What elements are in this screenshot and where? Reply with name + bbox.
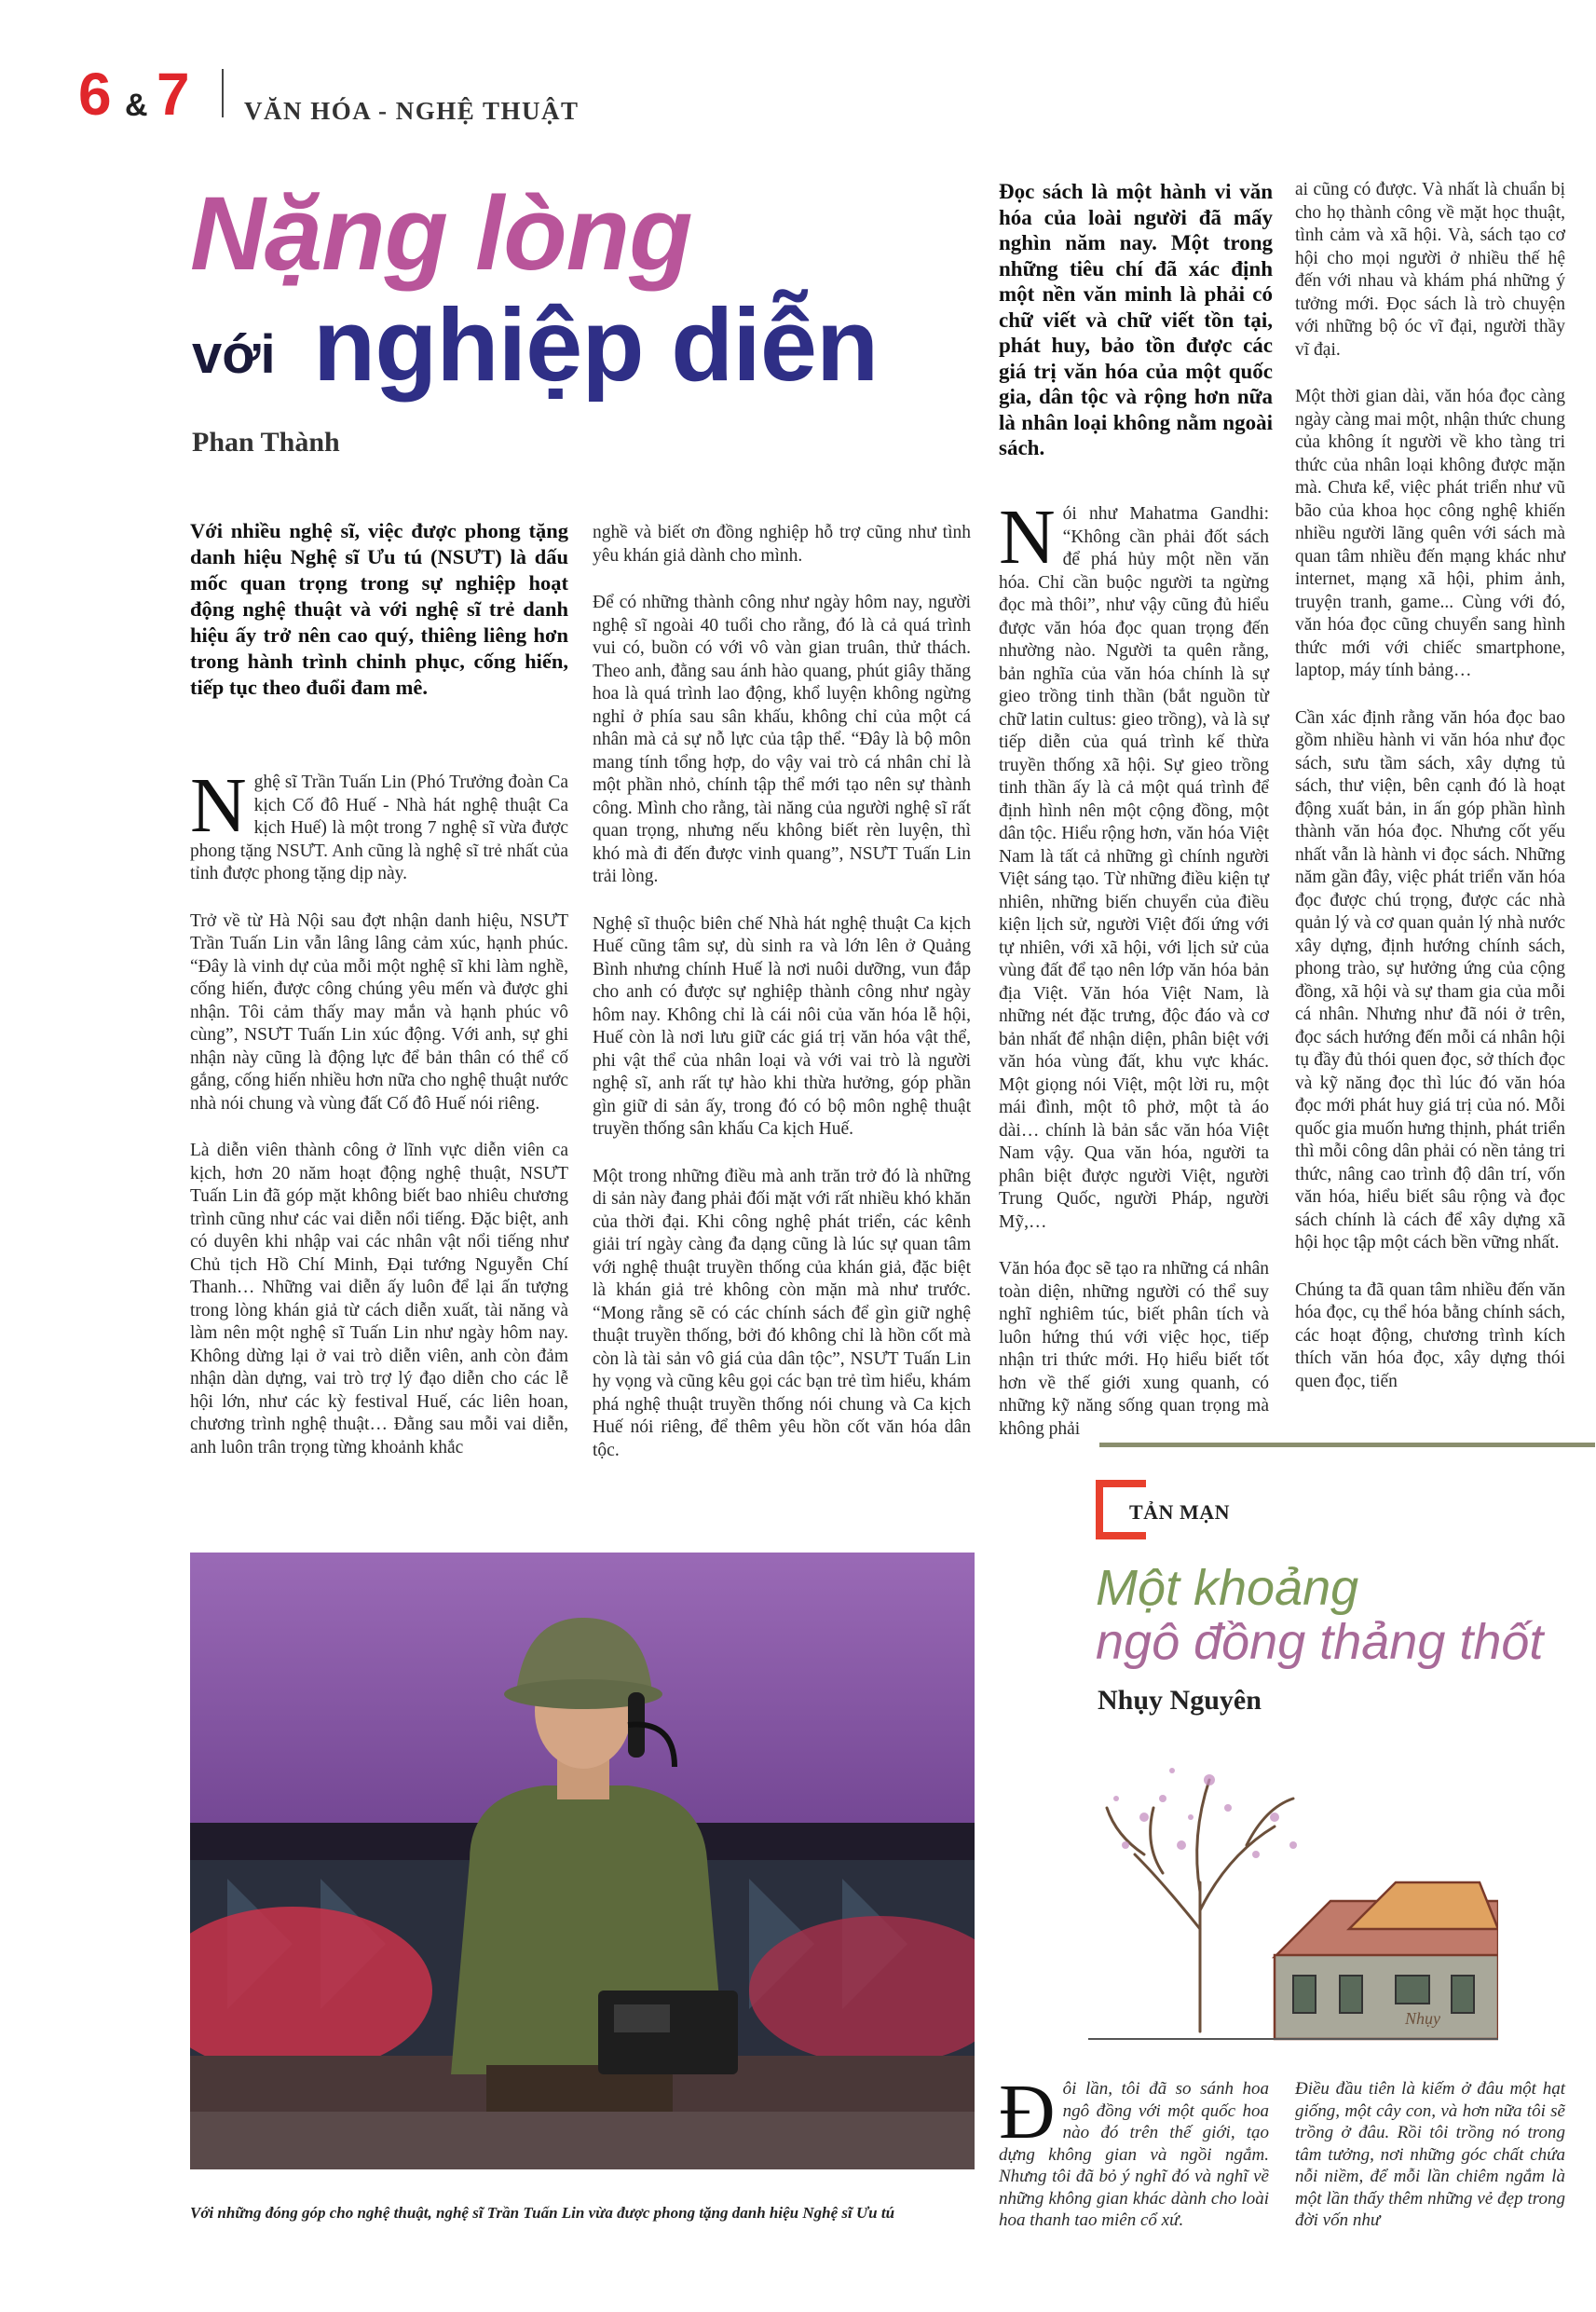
article3-column1 [999, 2069, 1269, 2232]
paragraph: Để có những thành công như ngày hôm nay, người nghệ sĩ ngoài 40 tuổi cho rằng, đó là cả quá trình vui có, buồn có với vô vàn gian truân, thử thách. Theo anh, đằng sau ánh hào quang, phút giây thăng hoa là quá trình lao động, khổ luyện không ngừng nghỉ ở phía sau sân khấu, không chỉ của một cá nhân mà cả sự nỗ lực của tập thể. “Đây là bộ môn mang tính tổng hợp, do vậy vai trò cá nhân chỉ là một phần nhỏ, chính tập thể mới tạo nên sự thành công. Mình cho rằng, tài năng của người nghệ sĩ rất quan trọng, nhưng nếu không biết rèn luyện, thì khó mà đi đến được vinh quang”, NSƯT Tuấn Lin trải lòng. [593, 593, 971, 886]
article-title-line1: Nặng lòng [190, 175, 692, 292]
paragraph: Điều đầu tiên là kiếm ở đâu một hạt giống, một cây con, và hơn nữa tôi sẽ trồng ở đâu. Rồi tôi trồng nó trong tâm tưởng, nơi những góc chất chứa nỗi niềm, để mỗi lần chiêm ngắm là một lần thấy thêm những vẻ đẹp trong đời vốn như [1295, 2079, 1565, 2230]
paragraph: ghệ sĩ Trần Tuấn Lin (Phó Trưởng đoàn Ca kịch Cố đô Huế - Nhà hát nghệ thuật Ca kịch Huế) là một trong 7 nghệ sĩ vừa được phong tặng NSƯT. Anh cũng là nghệ sĩ trẻ nhất của tỉnh được phong tặng dịp này. [190, 773, 568, 883]
paragraph: Một thời gian dài, văn hóa đọc càng ngày càng mai một, nhận thức chung của không ít người về kho tàng tri thức của nhân loại không được mặn mà. Chưa kể, việc phát triển như vũ bão của khoa học công nghệ khiến nhiều người lãng quên với sách mà quan tâm nhiều đến mạng khác như internet, mạng xã hội, phim ảnh, truyện tranh, game... Cùng với đó, văn hóa đọc cũng chuyển sang hình thức mới với chiếc smartphone, laptop, máy tính bảng… [1295, 387, 1565, 680]
page-number-right: 7 [157, 61, 190, 128]
section-title: VĂN HÓA - NGHỆ THUẬT [244, 97, 580, 125]
article-photo [190, 1553, 975, 2169]
page-number-amp: & [125, 88, 148, 123]
paragraph: ói như Mahatma Gandhi: “Không cần phải đốt sách để phá hủy một nền văn hóa. Chỉ cần buộc người ta ngừng đọc mà thôi”, như vậy cũng đủ hiểu được văn hóa đọc quan trọng đến nhường nào. Người ta quên rằng, bản nghĩa của văn hóa chính là sự gieo trồng tinh thần (bắt nguồn từ chữ latin cultus: gieo trồng), và là sự tiếp diễn của quá trình kế thừa truyền thống xã hội. Sự gieo trồng tinh thần ấy là cả một quá trình để định hình nên một cộng đồng, một dân tộc. Hiểu rộng hơn, văn hóa Việt Nam là tất cả những gì chính người Việt sáng tạo. Từ những điều kiện tự nhiên, những biến chuyển của điều kiện lịch sử, người Việt đối ứng với tự nhiên, với xã hội, với lịch sử của vùng đất để tạo nên lớp văn hóa bản địa Việt. Văn hóa Việt Nam, là những nét đặc trưng, độc đáo và cơ bản nhất để nhận diện, phân biệt với văn hóa vùng đất, khu vực khác. Một giọng nói Việt, một lời ru, một mái đình, một tô phở, một tà áo dài… chính là bản sắc văn hóa Việt Nam vậy. Qua văn hóa, người ta phân biệt được người Việt, người Trung Quốc, người Pháp, người Mỹ,… [999, 504, 1269, 1232]
article3-author: Nhụy Nguyên [1098, 1685, 1262, 1716]
paragraph: ôi lần, tôi đã so sánh hoa ngô đồng với một quốc hoa nào đó trên thế giới, tạo dựng không gian và ngồi ngắm. Nhưng tôi đã bỏ ý nghĩ đó và nghĩ về những không gian khác dành cho loài hoa thanh tao miên cổ xứ. [999, 2079, 1269, 2230]
paragraph: Một trong những điều mà anh trăn trở đó là những di sản này đang phải đối mặt với rất nhiều khó khăn của thời đại. Khi công nghệ phát triển, các kênh giải trí ngày càng đa dạng cũng là lúc sự quan tâm với nghệ thuật truyền thống của khán giả, đặc biệt là khán giả trẻ không còn mặn mà như trước. “Mong rằng sẽ có các chính sách để gìn giữ nghệ thuật truyền thống, bởi đó không chỉ là hồn cốt mà còn là tài sản vô giá của dân tộc”, NSƯT Tuấn Lin hy vọng và cũng kêu gọi các bạn trẻ tìm hiểu, khám phá nghệ thuật truyền thống nói chung và Ca kịch Huế nói riêng, để thêm yêu hồn cốt văn hóa dân tộc. [593, 1166, 971, 1460]
paragraph: Là diễn viên thành công ở lĩnh vực diễn viên ca kịch, hơn 20 năm hoạt động nghệ thuật, NSƯT Tuấn Lin đã góp mặt không biết bao nhiêu chương trình cũng như các vai diễn nổi tiếng. Đặc biệt, anh có duyên khi nhập vai các nhân vật nổi tiếng như Chủ tịch Hồ Chí Minh, Đại tướng Nguyễn Chí Thanh… Những vai diễn ấy luôn để lại ấn tượng trong lòng khán giả từ cách diễn xuất, tài năng và làm nên một nghệ sĩ Tuấn Lin như ngày hôm nay. Không dừng lại ở vai trò diễn viên, anh còn đảm nhận dàn dựng, vai trò trợ lý đạo diễn cho các lễ hội lớn, như các kỳ festival Huế, các liên hoan, chương trình nghệ thuật… Đằng sau mỗi vai diễn, anh luôn trân trọng từng khoảnh khắc [190, 1141, 568, 1457]
page-number-left: 6 [78, 61, 112, 128]
paragraph: Chúng ta đã quan tâm nhiều đến văn hóa đọc, cụ thể hóa bằng chính sách, các hoạt động, chương trình kích thích văn hóa đọc, xây dựng thói quen đọc, tiến [1295, 1279, 1565, 1391]
illustration-signature: Nhụy [1405, 2009, 1440, 2028]
section-rule [1099, 1443, 1595, 1447]
paragraph: Văn hóa đọc sẽ tạo ra những cá nhân toàn diện, những người có thể suy nghĩ nghiêm túc, biết phân tích và luôn hứng thú với việc học, tiếp nhận tri thức mới. Họ hiểu biết tốt hơn về thế giới xung quanh, có những kỹ năng sống quan trọng mà không phải [999, 1259, 1269, 1439]
article2-column3 [999, 494, 1269, 1465]
paragraph: Cần xác định rằng văn hóa đọc bao gồm nhiều hành vi văn hóa như đọc sách, sưu tầm sách, xây dựng tủ sách, thư viện, bên cạnh đó là hoạt động xuất bản, in ấn góp phần hình thành văn hóa đọc. Nhưng cốt yếu nhất vẫn là hành vi đọc sách. Những năm gần đây, việc phát triển văn hóa đọc được chú trọng, được các nhà quản lý và cơ quan quản lý nhà nước xây dựng, định hướng chính sách, phong trào, sự hưởng ứng của cộng đồng, xã hội và sự tham gia của mỗi cá nhân. Nhưng như đã nói ở trên, đọc sách hướng đến mỗi cá nhân hội tụ đầy đủ thói quen đọc, sở thích đọc và kỹ năng đọc thì lúc đó văn hóa đọc mới phát huy giá trị của nó. Mỗi quốc gia muốn hưng thịnh, phát triển thì mỗi công dân phải có nền tảng tri thức, nâng cao trình độ dân trí, vốn văn hóa, hiểu biết sâu rộng và đọc sách chính là cách để xây dựng xã hội học tập một cách bền vững nhất. [1295, 707, 1565, 1252]
header-divider [222, 69, 224, 117]
sketch-illustration [1088, 1743, 1498, 2050]
article-lead: Với nhiều nghệ sĩ, việc được phong tặng danh hiệu Nghệ sĩ Ưu tú (NSƯT) là dấu mốc quan trọng trong sự nghiệp hoạt động nghệ thuật và với nghệ sĩ trẻ danh hiệu ấy trở nên cao quý, thiêng liêng hơn trong hành trình chinh phục, cống hiến, tiếp tục theo đuổi đam mê. [190, 519, 568, 699]
article2-column4 [1295, 179, 1565, 1417]
article3-column2 [1295, 2078, 1565, 2232]
dropcap: N [999, 494, 1056, 581]
article1-column1 [190, 762, 568, 1484]
pull-quote: Đọc sách là một hành vi văn hóa của loài người đã mấy nghìn năm nay. Một trong những tiêu chí đã xác định một nền văn minh là phải có chữ viết và chữ viết tồn tại, phát huy, bảo tồn được các giá trị văn hóa của một quốc gia, dân tộc và rộng hơn nữa là nhân loại không nằm ngoài sách. [999, 180, 1273, 459]
article3-title-line1: Một khoảng [1096, 1560, 1359, 1616]
article3-title-line2: ngô đồng thảng thốt [1096, 1614, 1544, 1670]
article-title-line2-small: với [192, 324, 276, 385]
tan-man-label: TẢN MẠN [1129, 1500, 1230, 1524]
photo-caption: Với những đóng góp cho nghệ thuật, nghệ sĩ Trần Tuấn Lin vừa được phong tặng danh hiệu Nghệ sĩ Ưu tú [190, 2204, 895, 2222]
dropcap: N [190, 762, 247, 849]
paragraph: Trở về từ Hà Nội sau đợt nhận danh hiệu, NSƯT Trần Tuấn Lin vẫn lâng lâng cảm xúc, hạnh phúc. “Đây là vinh dự của mỗi một nghệ sĩ khi làm nghề, cống hiến, được công chúng yêu mến và được ghi nhận. Tôi cảm thấy may mắn và hạnh phúc vô cùng”, NSƯT Tuấn Lin xúc động. Với anh, sự ghi nhận này cũng là động lực để bản thân có thể cố gắng, cống hiến nhiều hơn nữa cho nghệ thuật nước nhà nói chung và vùng đất Cố đô Huế nói riêng. [190, 910, 568, 1114]
paragraph: nghề và biết ơn đồng nghiệp hỗ trợ cũng như tình yêu khán giả dành cho mình. [593, 523, 971, 566]
article-author: Phan Thành [192, 427, 340, 458]
paragraph: Nghệ sĩ thuộc biên chế Nhà hát nghệ thuật Ca kịch Huế cũng tâm sự, dù sinh ra và lớn lên ở Quảng Bình nhưng chính Huế là nơi nuôi dưỡng, vun đắp cho anh có được sự nghiệp thành công như ngày hôm nay. Không chỉ là cái nôi của văn hóa lễ hội, Huế còn là nơi lưu giữ các giá trị văn hóa vật thể, phi vật thể của nhân loại và với vai trò là người nghệ sĩ, anh rất tự hào khi thừa hưởng, góp phần gìn giữ di sản ấy, trong đó có bộ môn nghệ thuật truyền thống sân khấu Ca kịch Huế. [593, 913, 971, 1139]
paragraph: ai cũng có được. Và nhất là chuẩn bị cho họ thành công về mặt học thuật, tình cảm và xã hội. Và, sách tạo cơ hội cho mọi người ở nhiều thế hệ đến với nhau và khám phá những ý tưởng mới. Đọc sách là trò chuyện với những bộ óc vĩ đại, người thầy vĩ đại. [1295, 180, 1565, 360]
dropcap: Đ [999, 2069, 1056, 2155]
stage-photo-illustration [190, 1553, 975, 2169]
article-title-line2-big: nghiệp diễn [313, 288, 879, 403]
article1-column2 [593, 522, 971, 1486]
